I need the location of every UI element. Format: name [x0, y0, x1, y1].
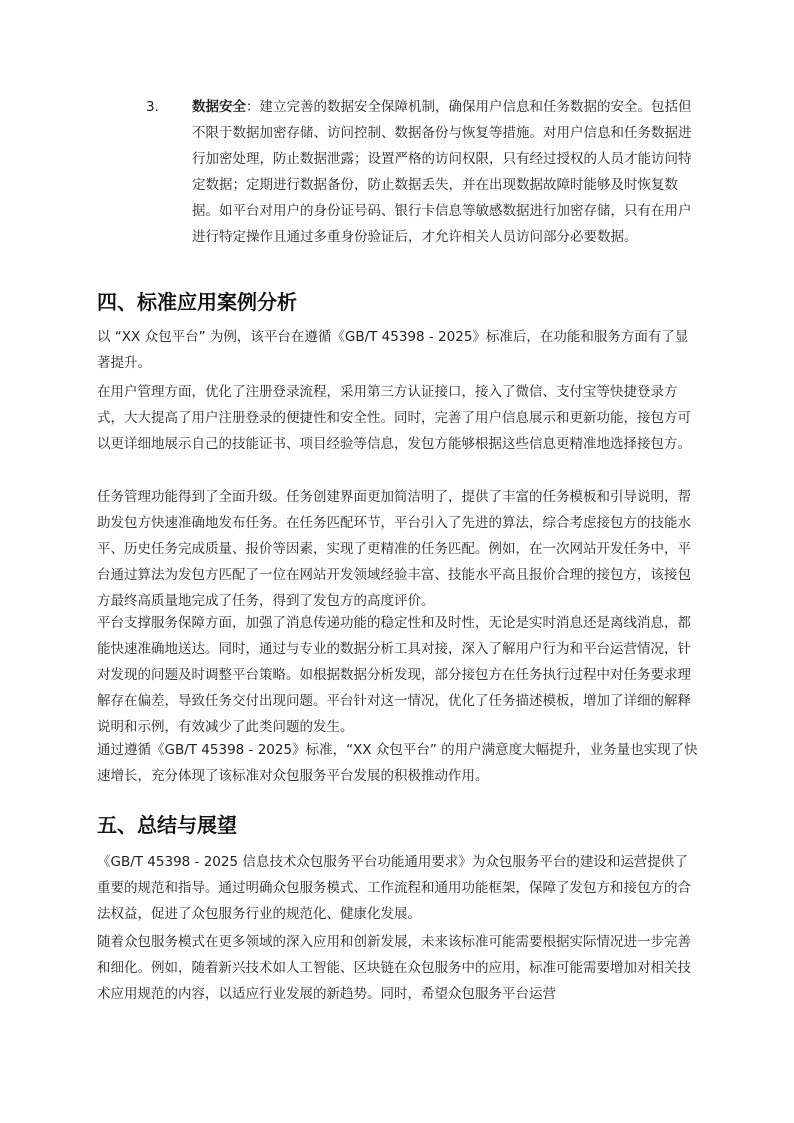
list-number: 3. [146, 99, 159, 115]
list-item-text: ：建立完善的数据安全保障机制，确保用户信息和任务数据的安全。包括但不限于数据加密存储、访问控制、数据备份与恢复等措施。对用户信息和任务数据进行加密处理，防止数据泄露；设置严格的访问权限，只有经过授权的人员才能访问特定数据；定期进行数据备份，防止数据丢失，并在出现数据故障时能够及时恢复数据。如平台对用户的身份证号码、银行卡信息等敏感数据进行加密存储，只有在用户进行特定操作且通过多重身份验证后，才允许相关人员访问部分必要数据。 [192, 99, 692, 245]
paragraph-outlook: 随着众包服务模式在更多领域的深入应用和创新发展，未来该标准可能需要根据实际情况进一步完善和细化。例如，随着新兴技术如人工智能、区块链在众包服务中的应用，标准可能需要增加对相关技术应用规范的内容，以适应行业发展的新趋势。同时，希望众包服务平台运营 [97, 934, 691, 1002]
section-heading-case-analysis: 四、标准应用案例分析 [97, 290, 297, 314]
list-item-data-security [146, 94, 706, 250]
paragraph-case-intro: 以 “XX 众包平台” 为例，该平台在遵循《GB/T 45398 - 2025》标准后，在功能和服务方面有了显著提升。 [97, 329, 689, 371]
paragraph-case-conclusion: 通过遵循《GB/T 45398 - 2025》标准，“XX 众包平台” 的用户满意度大幅提升，业务量也实现了快速增长，充分体现了该标准对众包服务平台发展的积极推动作用。 [97, 742, 698, 784]
paragraph-summary: 《GB/T 45398 - 2025 信息技术众包服务平台功能通用要求》为众包服务平台的建设和运营提供了重要的规范和指导。通过明确众包服务模式、工作流程和通用功能框架，保障了发包方和接包方的合法权益，促进了众包服务行业的规范化、健康化发展。 [97, 854, 691, 922]
list-item-body [192, 94, 704, 250]
list-item-label: 数据安全 [192, 99, 246, 115]
paragraph-platform-support: 平台支撑服务保障方面，加强了消息传递功能的稳定性和及时性，无论是实时消息还是离线消息，都能快速准确地送达。同时，通过与专业的数据分析工具对接，深入了解用户行为和平台运营情况，针对发现的问题及时调整平台策略。如根据数据分析发现，部分接包方在任务执行过程中对任务要求理解存在偏差，导致任务交付出现问题。平台针对这一情况，优化了任务描述模板，增加了详细的解释说明和示例，有效减少了此类问题的发生。 [97, 615, 691, 735]
paragraph-task-management: 任务管理功能得到了全面升级。任务创建界面更加简洁明了，提供了丰富的任务模板和引导说明，帮助发包方快速准确地发布任务。在任务匹配环节，平台引入了先进的算法，综合考虑接包方的技能水平、历史任务完成质量、报价等因素，实现了更精准的任务匹配。例如，在一次网站开发任务中，平台通过算法为发包方匹配了一位在网站开发领域经验丰富、技能水平高且报价合理的接包方，该接包方最终高质量地完成了任务，得到了发包方的高度评价。 [97, 489, 691, 609]
paragraph-user-management: 在用户管理方面，优化了注册登录流程，采用第三方认证接口，接入了微信、支付宝等快捷登录方式，大大提高了用户注册登录的便捷性和安全性。同时，完善了用户信息展示和更新功能，接包方可以更详细地展示自己的技能证书、项目经验等信息，发包方能够根据这些信息更精准地选择接包方。 [97, 384, 691, 452]
section-heading-summary: 五、总结与展望 [97, 813, 237, 837]
